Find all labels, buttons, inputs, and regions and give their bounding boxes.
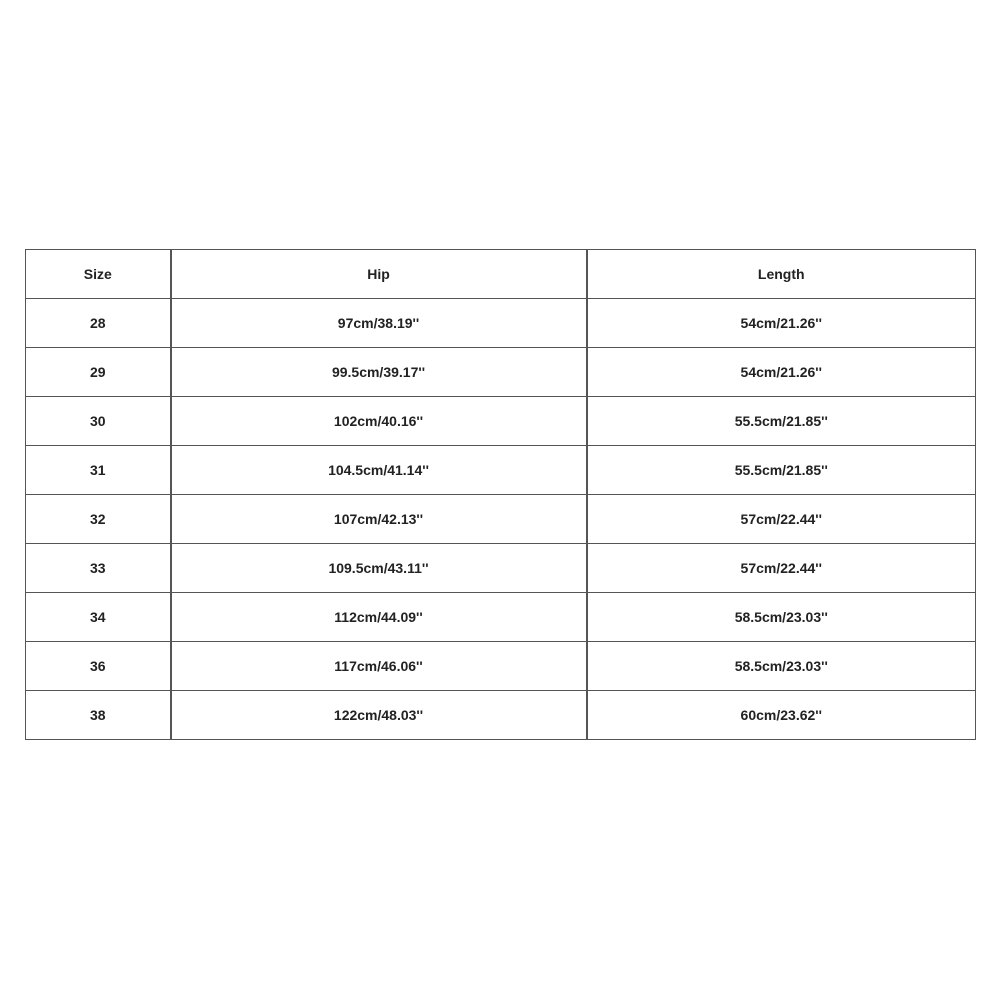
cell-length: 57cm/22.44''	[587, 495, 976, 544]
cell-hip: 102cm/40.16''	[171, 397, 587, 446]
size-chart-table	[25, 249, 976, 740]
cell-size: 31	[26, 446, 171, 495]
cell-hip: 99.5cm/39.17''	[171, 348, 587, 397]
table-row	[26, 299, 976, 348]
cell-hip: 104.5cm/41.14''	[171, 446, 587, 495]
cell-length: 54cm/21.26''	[587, 299, 976, 348]
cell-length: 58.5cm/23.03''	[587, 642, 976, 691]
cell-length: 55.5cm/21.85''	[587, 446, 976, 495]
table-row	[26, 691, 976, 740]
cell-length: 60cm/23.62''	[587, 691, 976, 740]
cell-length: 58.5cm/23.03''	[587, 593, 976, 642]
cell-size: 36	[26, 642, 171, 691]
table-row	[26, 397, 976, 446]
header-size: Size	[26, 250, 171, 299]
cell-length: 57cm/22.44''	[587, 544, 976, 593]
table-header-row	[26, 250, 976, 299]
header-hip: Hip	[171, 250, 587, 299]
table-row	[26, 495, 976, 544]
cell-size: 30	[26, 397, 171, 446]
table-row	[26, 348, 976, 397]
cell-hip: 122cm/48.03''	[171, 691, 587, 740]
cell-size: 34	[26, 593, 171, 642]
cell-hip: 107cm/42.13''	[171, 495, 587, 544]
header-length: Length	[587, 250, 976, 299]
cell-size: 29	[26, 348, 171, 397]
cell-hip: 109.5cm/43.11''	[171, 544, 587, 593]
cell-size: 32	[26, 495, 171, 544]
table-row	[26, 446, 976, 495]
cell-size: 38	[26, 691, 171, 740]
cell-size: 33	[26, 544, 171, 593]
cell-size: 28	[26, 299, 171, 348]
cell-hip: 117cm/46.06''	[171, 642, 587, 691]
table-row	[26, 544, 976, 593]
table-row	[26, 642, 976, 691]
cell-length: 55.5cm/21.85''	[587, 397, 976, 446]
table-row	[26, 593, 976, 642]
cell-hip: 112cm/44.09''	[171, 593, 587, 642]
cell-hip: 97cm/38.19''	[171, 299, 587, 348]
cell-length: 54cm/21.26''	[587, 348, 976, 397]
